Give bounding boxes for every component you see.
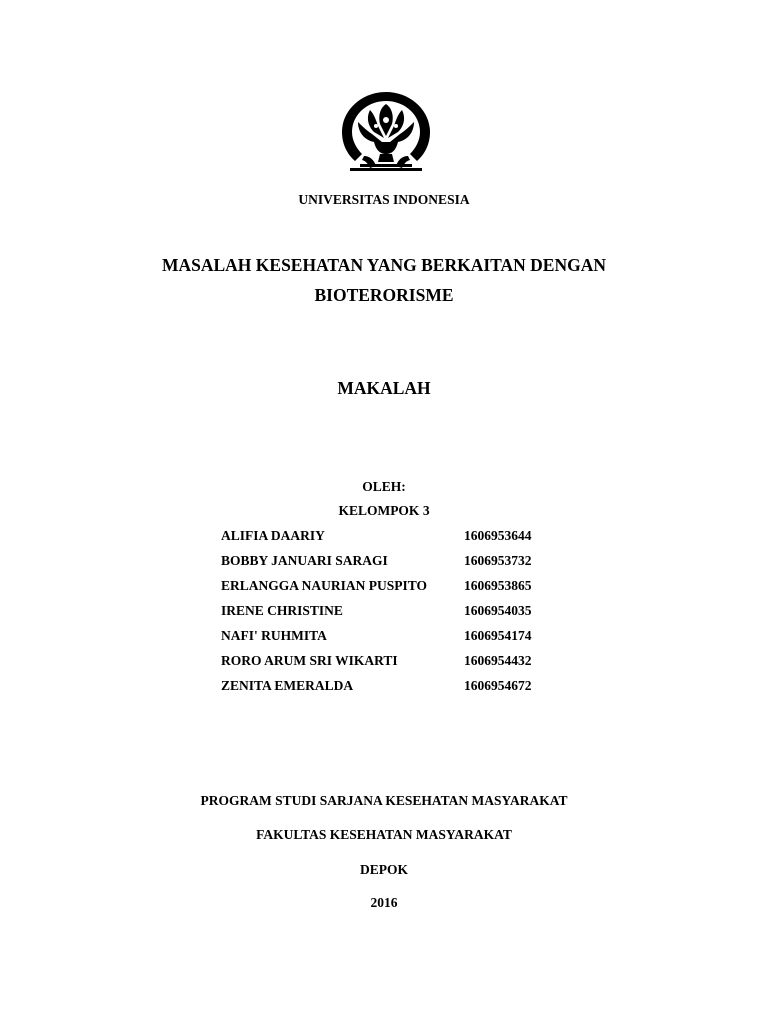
author-label: OLEH: — [362, 479, 406, 494]
member-row — [221, 628, 561, 653]
city-name: DEPOK — [359, 862, 408, 877]
university-name: UNIVERSITAS INDONESIA — [298, 192, 470, 207]
year: 2016 — [370, 895, 398, 910]
member-list — [221, 528, 561, 703]
title-line-1: MASALAH KESEHATAN YANG BERKAITAN DENGAN — [161, 255, 607, 275]
member-name: RORO ARUM SRI WIKARTI — [221, 653, 398, 668]
member-name: IRENE CHRISTINE — [221, 603, 343, 618]
member-npm: 1606954432 — [464, 653, 532, 668]
member-row — [221, 578, 561, 603]
makara-ui-logo-icon — [340, 90, 432, 174]
member-npm: 1606953644 — [464, 528, 532, 543]
member-npm: 1606953732 — [464, 553, 532, 568]
member-name: ERLANGGA NAURIAN PUSPITO — [221, 578, 428, 593]
member-name: BOBBY JANUARI SARAGI — [221, 553, 388, 568]
study-program: PROGRAM STUDI SARJANA KESEHATAN MASYARAKAT — [200, 793, 568, 808]
member-npm: 1606954035 — [464, 603, 532, 618]
title-line-2: BIOTERORISME — [314, 285, 454, 305]
member-row — [221, 553, 561, 578]
group-name: KELOMPOK 3 — [338, 503, 430, 518]
member-name: ALIFIA DAARIY — [221, 528, 325, 543]
member-row — [221, 603, 561, 628]
member-row — [221, 653, 561, 678]
document-type: MAKALAH — [337, 378, 431, 398]
faculty-name: FAKULTAS KESEHATAN MASYARAKAT — [256, 827, 512, 842]
member-npm: 1606953865 — [464, 578, 532, 593]
member-name: NAFI' RUHMITA — [221, 628, 327, 643]
member-npm: 1606954174 — [464, 628, 532, 643]
member-npm: 1606954672 — [464, 678, 532, 693]
member-name: ZENITA EMERALDA — [221, 678, 354, 693]
member-row — [221, 678, 561, 703]
member-row — [221, 528, 561, 553]
